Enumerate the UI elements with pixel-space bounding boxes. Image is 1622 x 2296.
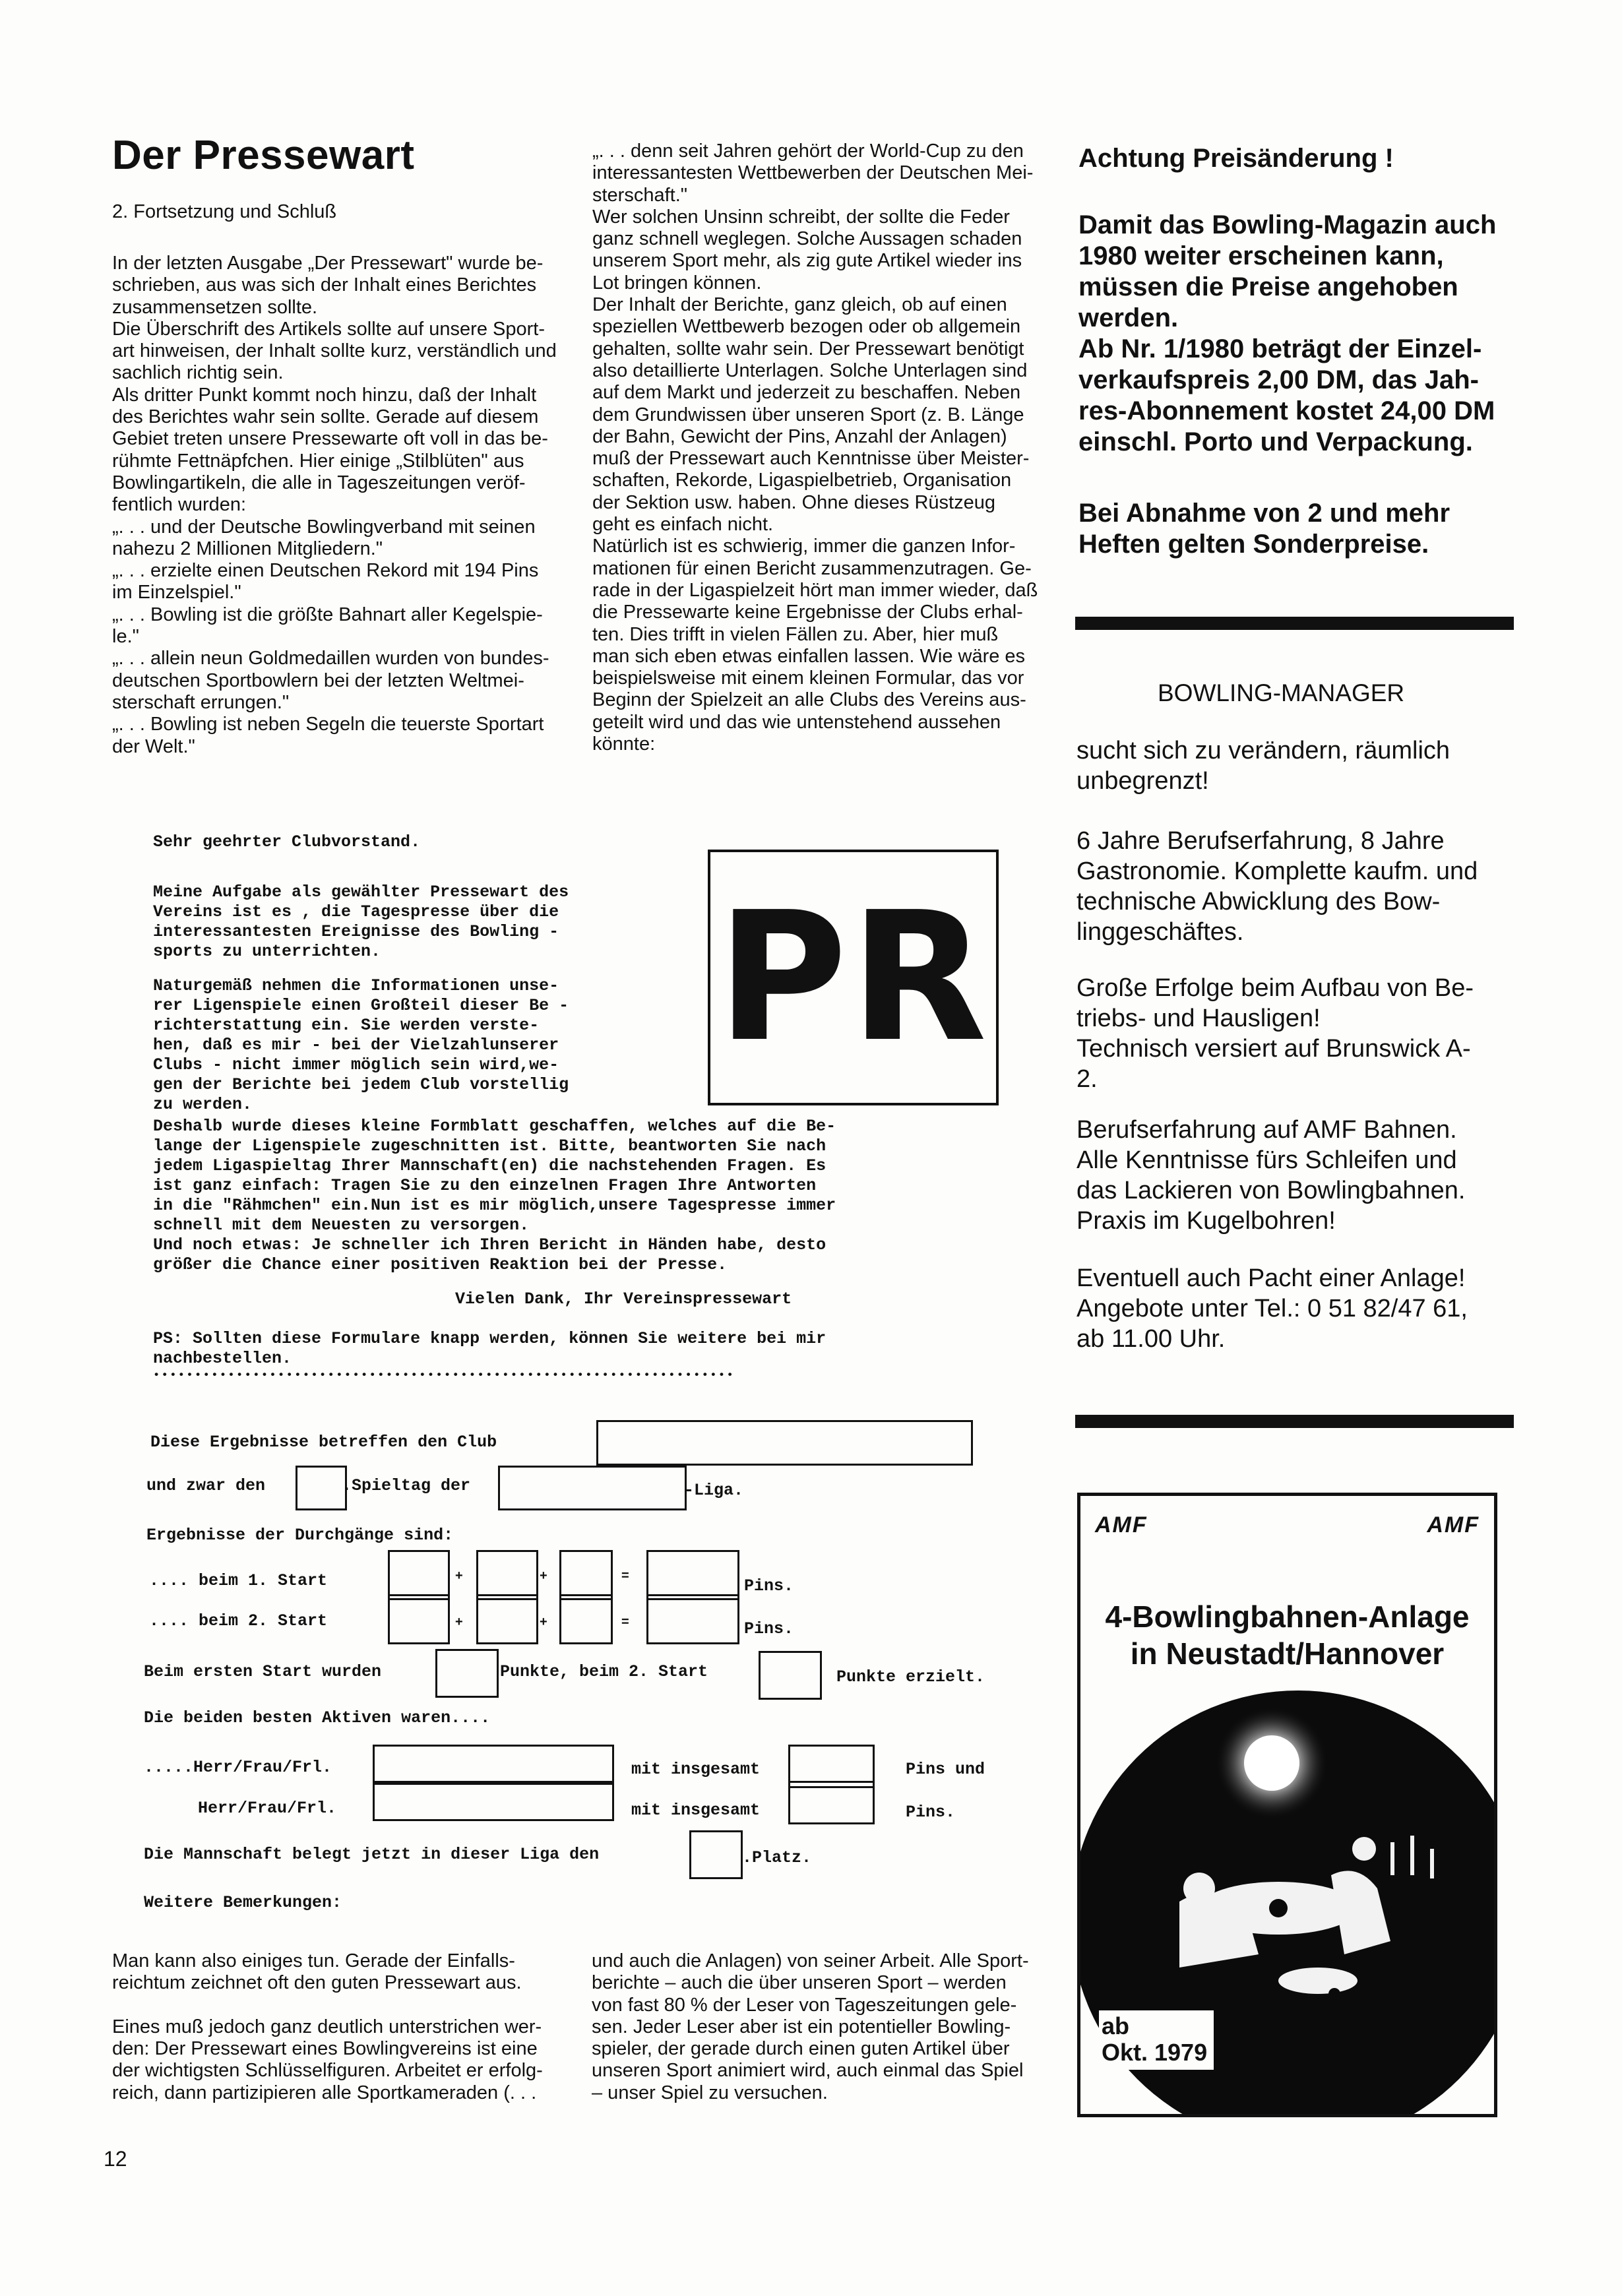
platz-field[interactable] <box>689 1830 743 1879</box>
form-label-bemerkungen: Weitere Bemerkungen: <box>144 1893 342 1912</box>
letter-ps: PS: Sollten diese Formulare knapp werden, können Sie weitere bei mir nachbestellen. <box>153 1329 827 1368</box>
form-label-player-2: Herr/Frau/Frl. <box>198 1799 337 1818</box>
form-label-platz-a: Die Mannschaft belegt jetzt in dieser Liga den <box>144 1845 600 1864</box>
form-label-spieltag-b: .Spieltag der <box>342 1476 471 1495</box>
pr-logo-box <box>708 850 999 1105</box>
form-label-ergebnisse: Ergebnisse der Durchgänge sind: <box>146 1526 454 1545</box>
player2-name-field[interactable] <box>373 1781 614 1821</box>
start2-total-field[interactable] <box>646 1594 739 1644</box>
amf-logo-right: AMF <box>1427 1512 1480 1537</box>
plus-sign: + <box>540 1568 547 1583</box>
spieltag-field[interactable] <box>296 1466 347 1510</box>
liga-field[interactable] <box>498 1466 687 1510</box>
punkte-start1-field[interactable] <box>435 1649 499 1698</box>
manager-ad-paragraph-1: sucht sich zu verändern, räumlich unbegrenzt! <box>1076 737 1450 795</box>
amf-logo-left: AMF <box>1095 1512 1148 1537</box>
plus-sign: + <box>540 1615 547 1629</box>
manager-ad-paragraph-4: Berufserfahrung auf AMF Bahnen. Alle Kenntnisse fürs Schleifen und das Lackieren von Bowlingbahnen. Praxis im Kugelbohren! <box>1076 1116 1466 1235</box>
letter-thanks: Vielen Dank, Ihr Vereinspressewart <box>455 1289 792 1309</box>
player2-pins-field[interactable] <box>788 1781 875 1824</box>
notice-body-2: Bei Abnahme von 2 und mehr Heften gelten Sonderpreise. <box>1078 499 1450 559</box>
divider-bar <box>1075 617 1514 630</box>
manager-ad-heading: BOWLING-MANAGER <box>1158 679 1405 706</box>
form-label-platz-b: .Platz. <box>742 1848 812 1867</box>
form-label-besten: Die beiden besten Aktiven waren.... <box>144 1708 491 1727</box>
form-label-punkte-c: Punkte erzielt. <box>836 1667 985 1687</box>
start1-total-field[interactable] <box>646 1550 739 1600</box>
article-subtitle: 2. Fortsetzung und Schluß <box>112 201 337 222</box>
equals-sign: = <box>621 1615 629 1629</box>
manager-ad-paragraph-2: 6 Jahre Berufserfahrung, 8 Jahre Gastronomie. Komplette kaufm. und technische Abwicklung des Bow- linggeschäftes. <box>1076 827 1478 946</box>
form-label-liga: -Liga. <box>684 1481 744 1500</box>
letter-para-3: Deshalb wurde dieses kleine Formblatt geschaffen, welches auf die Be- lange der Ligenspiele zugeschnitten ist. Bitte, beantworten Sie nach jedem Ligaspieltag Ihrer Mannschaft(en) die nachstehenden Fragen. Es ist ganz einfach: Tragen Sie zu den einzelnen Fragen Ihre Antworten in die "Rähmchen" ein.Nun ist es mir möglich,unsere Tagespresse immer schnell mit dem Neuesten zu versorgen. Und noch etwas: Je schneller ich Ihren Bericht in Händen habe, desto größer die Chance einer positiven Reaktion bei der Presse. <box>153 1117 836 1274</box>
club-field[interactable] <box>596 1420 973 1466</box>
manager-ad-paragraph-5: Eventuell auch Pacht einer Anlage! Angebote unter Tel.: 0 51 82/47 61, ab 11.00 Uhr. <box>1076 1264 1468 1353</box>
form-label-punkte-b: Punkte, beim 2. Start <box>500 1662 708 1681</box>
equals-sign: = <box>621 1568 629 1583</box>
plus-sign: + <box>455 1568 463 1583</box>
pr-logo-text: PR <box>716 873 990 1081</box>
article-closing-column-1: Man kann also einiges tun. Gerade der Einfalls- reichtum zeichnet oft den guten Pressewart aus. Eines muß jedoch ganz deutlich unterstrichen wer- den: Der Pressewart eines Bowlingvereins ist eine der wichtigsten Schlüsselfiguren. Arbeitet er erfolg- reich, dann partizipieren alle Sportkameraden (. . . <box>112 1950 543 2103</box>
amf-ad-date: ab Okt. 1979 <box>1099 2010 1214 2070</box>
letter-dotted-divider: •••••••••••••••••••••••••••••••••••••••••••••••••••••••••••••••••••••• <box>153 1369 735 1382</box>
article-title: Der Pressewart <box>112 133 415 178</box>
start1-game1-field[interactable] <box>388 1550 450 1600</box>
punkte-start2-field[interactable] <box>759 1651 822 1700</box>
start2-game1-field[interactable] <box>388 1594 450 1644</box>
notice-body: Damit das Bowling-Magazin auch 1980 weiter erscheinen kann, müssen die Preise angehoben werden. Ab Nr. 1/1980 beträgt der Einzel- verkaufspreis 2,00 DM, das Jah- res-Abonnement kostet 24,00 DM einschl. Porto und Verpackung. <box>1078 210 1497 456</box>
plus-sign: + <box>455 1615 463 1629</box>
article-closing-column-2: und auch die Anlagen) von seiner Arbeit. Alle Sport- berichte – auch die über unseren Sport – werden von fast 80 % der Leser von Tageszeitungen gele- sen. Jeder Leser aber ist ein potentieller Bowling- spieler, der gerade durch einen guten Artikel über unseren Sport animiert wird, auch einmal das Spiel – unser Spiel zu versuchen. <box>592 1950 1029 2103</box>
start1-game3-field[interactable] <box>559 1550 613 1600</box>
form-label-pins-und: Pins und <box>906 1760 985 1779</box>
start2-game2-field[interactable] <box>476 1594 538 1644</box>
letter-para-1: Meine Aufgabe als gewählter Pressewart des Vereins ist es , die Tagespresse über die interessantesten Ereignisse des Bowling - sports zu unterrichten. <box>153 883 569 961</box>
form-label-pins: Pins. <box>906 1803 956 1822</box>
form-label-start-2: .... beim 2. Start <box>149 1611 328 1630</box>
start2-game3-field[interactable] <box>559 1594 613 1644</box>
form-label-pins: Pins. <box>744 1576 794 1596</box>
form-label-punkte-a: Beim ersten Start wurden <box>144 1662 382 1681</box>
letter-salutation: Sehr geehrter Clubvorstand. <box>153 832 421 852</box>
form-label-club: Diese Ergebnisse betreffen den Club <box>150 1433 497 1452</box>
player1-name-field[interactable] <box>373 1745 614 1785</box>
notice-heading: Achtung Preisänderung ! <box>1078 144 1394 173</box>
start1-game2-field[interactable] <box>476 1550 538 1600</box>
form-label-start-1: .... beim 1. Start <box>149 1571 328 1590</box>
amf-advertisement <box>1077 1493 1497 2117</box>
form-label-mit: mit insgesamt <box>631 1801 761 1820</box>
letter-para-2: Naturgemäß nehmen die Informationen unse- rer Ligenspiele einen Großteil dieser Be - richterstattung ein. Sie werden verste- hen, daß es mir - bei der Vielzahlunserer Clubs - nicht immer möglich sein wird,we- gen der Berichte bei jedem Club vorstellig zu werden. <box>153 976 569 1114</box>
divider-bar <box>1075 1415 1514 1428</box>
page-number: 12 <box>104 2147 127 2171</box>
article-column-2: „. . . denn seit Jahren gehört der World-Cup zu den interessantesten Wettbewerben der Deutschen Mei- sterschaft." Wer solchen Unsinn schreibt, der sollte die Feder ganz schnell weglegen. Solche Aussagen schaden unserem Sport mehr, als zig gute Artikel wieder ins Lot bringen können. Der Inhalt der Berichte, ganz gleich, ob auf einen speziellen Wettbewerb bezogen oder ob allgemein gehalten, sollte wahr sein. Der Pressewart benötigt also detaillierte Unterlagen. Solche Unterlagen sind auf dem Markt und jederzeit zu beschaffen. Neben dem Grundwissen über unseren Sport (z. B. Länge der Bahn, Gewicht der Pins, Anzahl der Anlagen) muß der Pressewart auch Kenntnisse über Meister- schaften, Rekorde, Ligaspielbetrieb, Organisation der Sektion usw. haben. Ohne dieses Rüstzeug geht es einfach nicht. Natürlich ist es schwierig, immer die ganzen Infor- mationen für einen Bericht zusammenzutragen. Ge- rade in der Ligaspielzeit hört man immer wieder, daß die Pressewarte keine Ergebnisse der Clubs erhal- ten. Dies trifft in vielen Fällen zu. Aber, hier muß man sich eben etwas einfallen lassen. Wie wäre es beispielsweise mit einem kleinen Formular, das vor Beginn der Spielzeit an alle Clubs des Vereins aus- geteilt wird und das wie untenstehend aussehen könnte: <box>592 140 1038 755</box>
article-column-1: In der letzten Ausgabe „Der Pressewart" wurde be- schrieben, aus was sich der Inhalt eines Berichtes zusammensetzen sollte. Die Überschrift des Artikels sollte auf unsere Sport- art hinweisen, der Inhalt sollte kurz, verständlich und sachlich richtig sein. Als dritter Punkt kommt noch hinzu, daß der Inhalt des Berichtes wahr sein sollte. Gerade auf diesem Gebiet treten unsere Pressewarte oft voll in das be- rühmte Fettnäpfchen. Hier einige „Stilblüten" aus Bowlingartikeln, die alle in Tageszeitungen veröf- fentlich wurden: „. . . und der Deutsche Bowlingverband mit seinen nahezu 2 Millionen Mitgliedern." „. . . erzielte einen Deutschen Rekord mit 194 Pins im Einzelspiel." „. . . Bowling ist die größte Bahnart aller Kegelspie- le." „. . . allein neun Goldmedaillen wurden von bundes- deutschen Sportbowlern bei der letzten Weltmei- sterschaft errungen." „. . . Bowling ist neben Segeln die teuerste Sportart der Welt." <box>112 253 557 757</box>
amf-ad-title: 4-Bowlingbahnen-Anlage in Neustadt/Hannover <box>1105 1599 1470 1671</box>
manager-ad-paragraph-3: Große Erfolge beim Aufbau von Be- triebs- und Hausligen! Technisch versiert auf Brunswick A- 2. <box>1076 974 1474 1093</box>
form-label-pins: Pins. <box>744 1619 794 1638</box>
form-label-mit: mit insgesamt <box>631 1760 761 1779</box>
form-label-spieltag-a: und zwar den <box>146 1476 266 1495</box>
form-label-player-1: .....Herr/Frau/Frl. <box>144 1758 332 1777</box>
